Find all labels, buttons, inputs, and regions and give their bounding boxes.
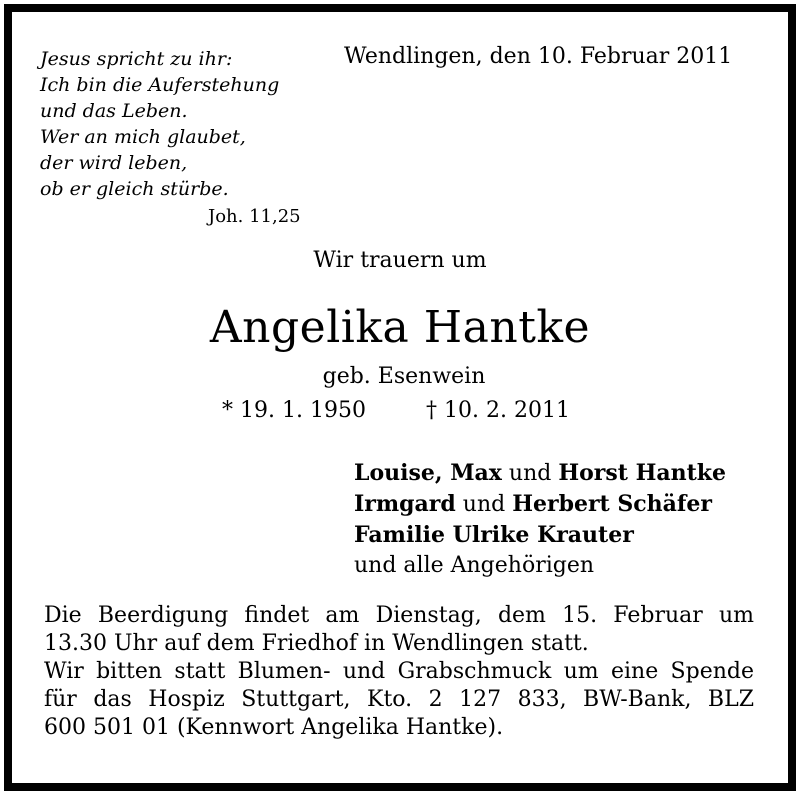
mourner-names: Herbert Schäfer	[512, 491, 712, 517]
deceased-name: Angelika Hantke	[209, 302, 591, 353]
mourner-names: Louise, Max	[354, 460, 502, 486]
mourner-joiner: und	[508, 461, 552, 486]
mourning-heading: Wir trauern um	[313, 248, 487, 273]
funeral-line: Die Beerdigung findet am Dienstag, dem 15. Februar um	[44, 603, 754, 628]
funeral-line: 600 501 01 (Kennwort Angelika Hantke).	[44, 715, 504, 740]
mourner-names: Horst Hantke	[558, 460, 727, 486]
verse-line: der wird leben,	[40, 152, 188, 174]
mourners-list	[354, 458, 726, 581]
verse-line: Jesus spricht zu ihr:	[40, 48, 233, 70]
mourner-line	[354, 520, 726, 551]
mourner-names: Irmgard	[354, 491, 456, 517]
funeral-information	[44, 602, 754, 742]
mourner-line	[354, 489, 726, 520]
verse-line: ob er gleich stürbe.	[40, 178, 229, 200]
funeral-line: Wir bitten statt Blumen- und Grabschmuck um eine Spende	[44, 659, 754, 684]
mourner-line	[354, 458, 726, 489]
death-date: † 10. 2. 2011	[426, 398, 570, 423]
verse-reference: Joh. 11,25	[208, 206, 301, 227]
verse-line: und das Leben.	[40, 100, 188, 122]
mourner-joiner: und	[462, 492, 506, 517]
bible-verse	[40, 46, 340, 230]
verse-line: Ich bin die Auferstehung	[40, 74, 280, 96]
verse-line: Wer an mich glaubet,	[40, 126, 246, 148]
mourner-names: Familie Ulrike Krauter	[354, 522, 634, 548]
mourner-line: und alle Angehörigen	[354, 553, 595, 578]
funeral-line: 13.30 Uhr auf dem Friedhof in Wendlingen statt.	[44, 631, 589, 656]
maiden-name: geb. Esenwein	[322, 364, 486, 389]
funeral-line: für das Hospiz Stuttgart, Kto. 2 127 833, BW-Bank, BLZ	[44, 687, 754, 712]
place-and-date: Wendlingen, den 10. Februar 2011	[344, 44, 733, 69]
birth-date: * 19. 1. 1950	[222, 398, 366, 423]
